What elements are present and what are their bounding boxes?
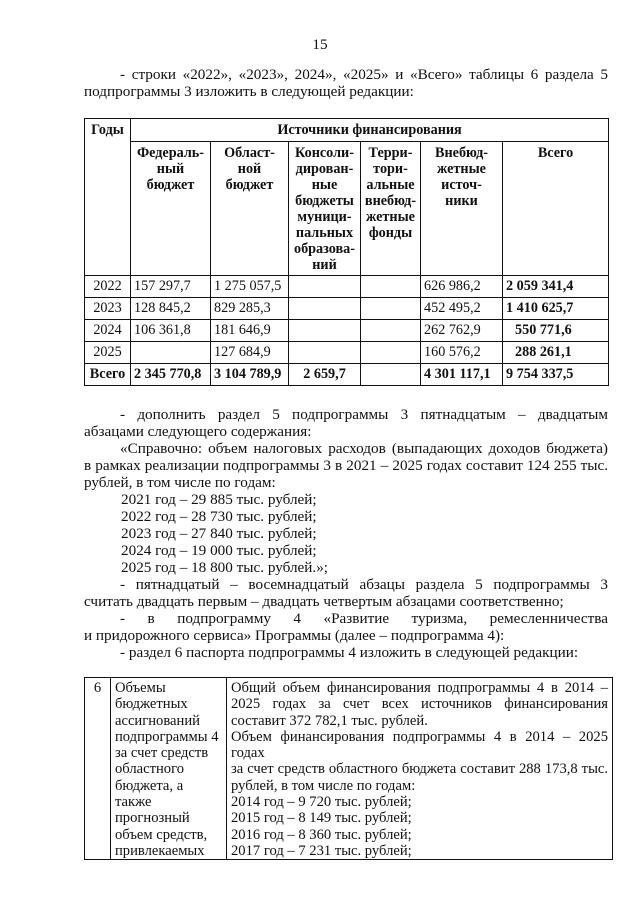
header-years: Годы [85,119,131,276]
page-number: 15 [312,36,328,53]
cell-territorial [361,276,421,298]
cell-municipal: 2 659,7 [289,364,361,386]
list-item: 2021 год – 29 885 тыс. рублей; [121,491,317,508]
paragraph-reference [84,440,608,491]
cell-total: 9 754 337,5 [503,364,609,386]
intro-paragraph [84,66,608,100]
text-line: считать двадцать первым – двадцать четвертым абзацами соответственно; [84,593,564,610]
cell-federal [131,342,211,364]
intro-line-1: - строки «2022», «2023», 2024», «2025» и «Всего» таблицы 6 раздела 5 [120,66,608,83]
header-regional: Област- ной бюджет [211,142,289,276]
years-list [121,491,521,576]
cell-total: 550 771,6 [503,320,609,342]
cell-total: 2 059 341,4 [503,276,609,298]
paragraph-add-section [84,406,608,440]
cell-federal: 2 345 770,8 [131,364,211,386]
header-municipal: Консоли- дирован- ные бюджеты муници- пальных образова- ний [289,142,361,276]
passport-value: Общий объем финансирования подпрограммы 4 в 2014 – 2025 годах за счет всех источников финансирования составит 372 782,1 тыс. рублей. Объем финансирования подпрограммы 4 в 2014 – 2025 годах за счет средств областного бюджета составит 288 173,8 тыс. рублей, в том числе по годам: 2014 год – 9 720 тыс. рублей; 2015 год – 8 149 тыс. рублей; 2016 год – 8 360 тыс. рублей; 2017 год – 7 231 тыс. рублей; [227,678,613,860]
table-row [85,320,609,342]
text-line: - дополнить раздел 5 подпрограммы 3 пятнадцатым – двадцатым [120,406,608,423]
cell-municipal [289,298,361,320]
paragraph-renumber [84,576,608,610]
cell-municipal [289,342,361,364]
passport-table [84,677,613,860]
text-line: - в подпрограмму 4 «Развитие туризма, ремесленничества [120,610,608,627]
cell-year: 2025 [85,342,131,364]
list-item: 2024 год – 19 000 тыс. рублей; [121,542,317,559]
cell-extrabudget: 4 301 117,1 [421,364,503,386]
cell-year: 2023 [85,298,131,320]
intro-line-2: подпрограммы 3 изложить в следующей редакции: [84,83,414,100]
text-line: «Справочно: объем налоговых расходов (выпадающих доходов бюджета) [120,440,608,457]
cell-total: 288 261,1 [503,342,609,364]
text-line: - пятнадцатый – восемнадцатый абзацы раздела 5 подпрограммы 3 [120,576,608,593]
cell-extrabudget: 160 576,2 [421,342,503,364]
list-item: 2023 год – 27 840 тыс. рублей; [121,525,317,542]
cell-municipal [289,276,361,298]
cell-extrabudget: 262 762,9 [421,320,503,342]
cell-extrabudget: 626 986,2 [421,276,503,298]
table-total-row [85,364,609,386]
cell-extrabudget: 452 495,2 [421,298,503,320]
header-territorial: Терри- тори- альные внебюд- жетные фонды [361,142,421,276]
cell-regional: 127 684,9 [211,342,289,364]
header-total: Всего [503,142,609,276]
text-line: и придорожного сервиса» Программы (далее – подпрограмма 4): [84,627,505,644]
cell-year: 2022 [85,276,131,298]
text-line: в рамках реализации подпрограммы 3 в 2021 – 2025 годах составит 124 255 тыс. [84,457,608,474]
cell-year: Всего [85,364,131,386]
header-extrabudget: Внебюд- жетные источ- ники [421,142,503,276]
header-sources: Источники финансирования [131,119,609,142]
cell-territorial [361,342,421,364]
header-federal: Федераль- ный бюджет [131,142,211,276]
text-line: - раздел 6 паспорта подпрограммы 4 изложить в следующей редакции: [120,644,579,661]
cell-federal: 157 297,7 [131,276,211,298]
cell-federal: 128 845,2 [131,298,211,320]
table-row [85,678,613,860]
cell-regional: 3 104 789,9 [211,364,289,386]
text-line: рублей, в том числе по годам: [84,474,276,491]
cell-regional: 1 275 057,5 [211,276,289,298]
table-row [85,298,609,320]
list-item: 2022 год – 28 730 тыс. рублей; [121,508,317,525]
paragraph-subprogram4 [84,610,608,644]
passport-label: Объемы бюджетных ассигнований подпрограммы 4 за счет средств областного бюджета, а также прогнозный объем средств, привлекаемых [111,678,227,860]
table-row [85,276,609,298]
cell-federal: 106 361,8 [131,320,211,342]
cell-year: 2024 [85,320,131,342]
text-line: абзацами следующего содержания: [84,423,312,440]
cell-municipal [289,320,361,342]
financing-table [84,118,609,386]
cell-regional: 181 646,9 [211,320,289,342]
list-item: 2025 год – 18 800 тыс. рублей.»; [121,559,329,576]
cell-territorial [361,298,421,320]
cell-total: 1 410 625,7 [503,298,609,320]
table-row [85,342,609,364]
passport-row-number: 6 [85,678,111,860]
paragraph-passport [84,644,608,661]
cell-territorial [361,364,421,386]
cell-regional: 829 285,3 [211,298,289,320]
cell-territorial [361,320,421,342]
